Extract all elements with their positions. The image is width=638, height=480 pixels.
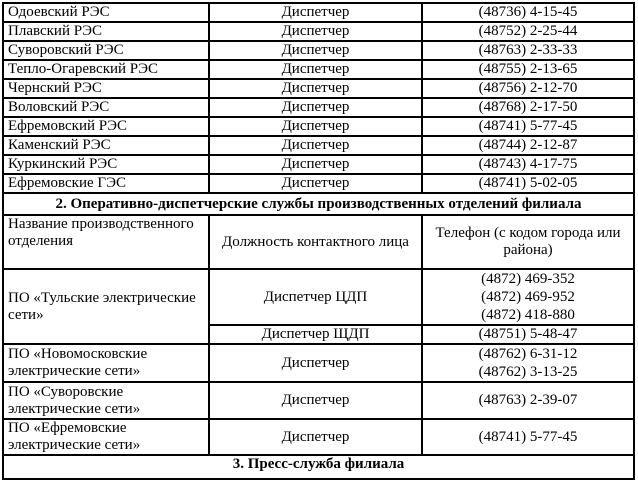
res-name-cell: Тепло-Огаревский РЭС [3,60,209,79]
table-row [3,419,634,455]
phone-cell: (48741) 5-77-45 [422,419,634,455]
phone-cell: (48768) 2-17-50 [422,98,634,117]
table-row [3,155,634,174]
phone-cell: (48755) 2-13-65 [422,60,634,79]
phone-line: (4872) 469-352 [481,271,575,287]
table-row [3,193,634,215]
res-name-cell: Ефремовский РЭС [3,117,209,136]
phone-cell: (48736) 4-15-45 [422,3,634,22]
org-cell: ПО «Суворовские электрические сети» [3,382,209,419]
phone-cell: (48763) 2-33-33 [422,41,634,60]
org-cell: ПО «Новомосковские электрические сети» [3,344,209,382]
table-row [3,98,634,117]
table-row [3,60,634,79]
position-cell: Диспетчер [209,41,422,60]
table-row [3,215,634,269]
org-cell: ПО «Ефремовские электрические сети» [3,419,209,455]
position-cell: Диспетчер [209,98,422,117]
position-cell: Диспетчер [209,136,422,155]
section-3-header-clipped: 3. Пресс-служба филиала [3,455,634,479]
res-name-cell: Воловский РЭС [3,98,209,117]
table-row [3,22,634,41]
position-cell: Диспетчер [209,60,422,79]
column-header-org: Название производственного отделения [3,215,209,269]
position-cell: Диспетчер [209,22,422,41]
phone-cell [422,269,634,325]
table-row [3,41,634,60]
position-cell: Диспетчер [209,3,422,22]
position-cell: Диспетчер [209,117,422,136]
phone-line: (4872) 469-952 [481,289,575,305]
position-cell: Диспетчер ЩДП [209,325,422,344]
org-cell: ПО «Тульские электрические сети» [3,269,209,344]
phone-cell: (48741) 5-02-05 [422,174,634,193]
section-2-header: 2. Оперативно-диспетчерские службы производственных отделений филиала [3,193,634,215]
phone-cell: (48743) 4-17-75 [422,155,634,174]
table-row [3,269,634,325]
res-name-cell: Плавский РЭС [3,22,209,41]
phone-line: (48762) 3-13-25 [478,364,578,380]
position-cell: Диспетчер [209,344,422,382]
position-cell: Диспетчер [209,79,422,98]
res-name-cell: Суворовский РЭС [3,41,209,60]
table-row [3,79,634,98]
position-cell: Диспетчер [209,419,422,455]
phone-cell: (48744) 2-12-87 [422,136,634,155]
res-name-cell: Куркинский РЭС [3,155,209,174]
phone-cell: (48741) 5-77-45 [422,117,634,136]
table-row [3,3,634,22]
res-name-cell: Одоевский РЭС [3,3,209,22]
phone-line: (4872) 418-880 [481,307,575,323]
position-cell: Диспетчер [209,155,422,174]
phone-cell: (48756) 2-12-70 [422,79,634,98]
position-cell: Диспетчер [209,382,422,419]
table-row [3,455,634,479]
phone-cell: (48751) 5-48-47 [422,325,634,344]
phone-cell: (48752) 2-25-44 [422,22,634,41]
table-row [3,136,634,155]
contacts-table [2,2,635,480]
phone-cell: (48763) 2-39-07 [422,382,634,419]
table-row [3,344,634,382]
res-name-cell: Каменский РЭС [3,136,209,155]
res-name-cell: Ефремовские ГЭС [3,174,209,193]
column-header-position: Должность контактного лица [209,215,422,269]
column-header-phone: Телефон (с кодом города или района) [422,215,634,269]
table-row [3,117,634,136]
table-row [3,382,634,419]
res-name-cell: Чернский РЭС [3,79,209,98]
position-cell: Диспетчер [209,174,422,193]
position-cell: Диспетчер ЦДП [209,269,422,325]
table-row [3,174,634,193]
phone-line: (48762) 6-31-12 [478,346,578,362]
phone-cell [422,344,634,382]
